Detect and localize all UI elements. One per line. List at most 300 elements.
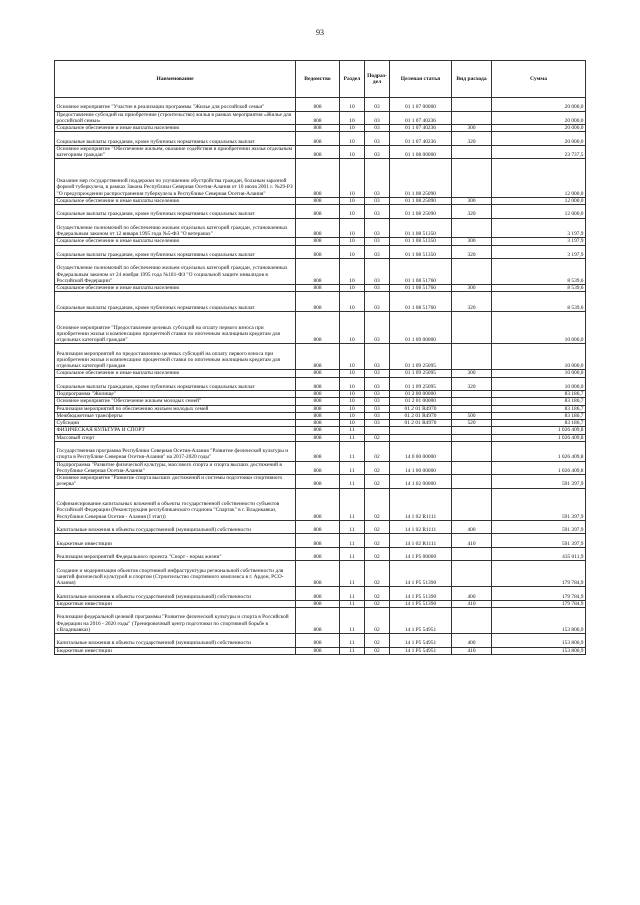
row-section: 10 <box>340 205 365 219</box>
row-target-article: 01 1 07 40236 <box>390 132 452 146</box>
row-subsection: 03 <box>365 312 390 344</box>
row-expense-type: 300 <box>452 197 492 204</box>
row-name: Бюджетные инвестиции <box>55 600 296 607</box>
row-amount: 12 000,0 <box>492 205 586 219</box>
header-subsection: Подраз-дел <box>365 61 390 98</box>
row-name: Софинансирование капитальных вложений в объекты государственной собственности субъектов Российской Федерации (Реконструкция республиканского стадиона "Спартак" в г. Владикавказ, Республики Северная Осетия - Алания (I этап)) <box>55 488 296 520</box>
row-section: 11 <box>340 634 365 648</box>
row-target-article: 14 1 P5 54951 <box>390 608 452 634</box>
row-section: 10 <box>340 377 365 391</box>
row-department: 808 <box>296 312 340 344</box>
table-row <box>55 238 586 245</box>
row-section: 10 <box>340 125 365 132</box>
row-section: 11 <box>340 475 365 489</box>
budget-table <box>54 60 586 655</box>
header-expense-type: Вид расхода <box>452 61 492 98</box>
row-department: 808 <box>296 145 340 159</box>
table-row <box>55 647 586 654</box>
row-department: 808 <box>296 461 340 475</box>
row-target-article: 01 2 01 R4970 <box>390 412 452 419</box>
row-expense-type: 320 <box>452 132 492 146</box>
row-amount: 591 397,9 <box>492 475 586 489</box>
row-expense-type <box>452 145 492 159</box>
row-subsection: 03 <box>365 292 390 312</box>
row-expense-type <box>452 405 492 412</box>
row-department: 808 <box>296 441 340 461</box>
row-subsection: 03 <box>365 238 390 245</box>
row-subsection: 03 <box>365 218 390 238</box>
table-row <box>55 391 586 398</box>
table-row <box>55 608 586 634</box>
row-amount: 153 806,9 <box>492 608 586 634</box>
row-target-article <box>390 434 452 441</box>
row-expense-type: 300 <box>452 125 492 132</box>
header-target-article: Целевая статья <box>390 61 452 98</box>
row-target-article: 01 1 09 00000 <box>390 312 452 344</box>
row-subsection: 02 <box>365 534 390 548</box>
row-department: 808 <box>296 634 340 648</box>
row-name: Подпрограмма "Жилище" <box>55 391 296 398</box>
row-amount: 1 026 409,8 <box>492 427 586 434</box>
row-target-article: 01 1 08 51760 <box>390 259 452 285</box>
row-subsection: 02 <box>365 441 390 461</box>
table-row <box>55 125 586 132</box>
row-expense-type <box>452 98 492 112</box>
row-department: 808 <box>296 98 340 112</box>
row-name: Реализация мероприятий по предоставлению целевых субсидий на оплату первого взноса при приобретении жилья и компенсацию процентной ставки по ипотечным жилищным кредитам для отдельных категорий граждан <box>55 344 296 370</box>
row-target-article: 01 1 07 00000 <box>390 98 452 112</box>
row-subsection <box>365 427 390 434</box>
table-row <box>55 111 586 125</box>
row-target-article: 01 1 08 51760 <box>390 285 452 292</box>
table-row <box>55 159 586 198</box>
row-department: 808 <box>296 520 340 534</box>
row-amount: 83 186,7 <box>492 420 586 427</box>
row-section: 10 <box>340 132 365 146</box>
row-target-article: 01 1 08 25090 <box>390 159 452 198</box>
row-target-article: 14 1 02 R1111 <box>390 488 452 520</box>
header-section: Раздел <box>340 61 365 98</box>
row-amount: 153 806,9 <box>492 647 586 654</box>
row-name: Массовый спорт <box>55 434 296 441</box>
row-department: 808 <box>296 159 340 198</box>
row-target-article <box>390 427 452 434</box>
row-section: 11 <box>340 608 365 634</box>
row-name: Бюджетные инвестиции <box>55 647 296 654</box>
row-department: 808 <box>296 197 340 204</box>
row-target-article: 14 1 P5 00000 <box>390 547 452 561</box>
row-subsection: 03 <box>365 377 390 391</box>
row-subsection: 02 <box>365 647 390 654</box>
row-target-article: 14 1 02 00000 <box>390 475 452 489</box>
row-target-article: 14 1 02 R1111 <box>390 520 452 534</box>
row-name: Реализация мероприятий по обеспечению жильем молодых семей <box>55 405 296 412</box>
row-amount: 1 026 409,8 <box>492 441 586 461</box>
row-amount: 179 784,9 <box>492 561 586 587</box>
row-name: Социальное обеспечение и иные выплаты населению <box>55 125 296 132</box>
row-subsection: 03 <box>365 132 390 146</box>
row-amount: 1 026 409,8 <box>492 461 586 475</box>
row-amount: 3 197,9 <box>492 245 586 259</box>
row-section: 11 <box>340 461 365 475</box>
table-row <box>55 547 586 561</box>
row-section: 10 <box>340 145 365 159</box>
row-expense-type <box>452 159 492 198</box>
row-target-article: 01 2 01 R4970 <box>390 405 452 412</box>
table-row <box>55 132 586 146</box>
row-expense-type <box>452 561 492 587</box>
row-section: 11 <box>340 520 365 534</box>
table-row <box>55 412 586 419</box>
row-subsection: 03 <box>365 391 390 398</box>
row-subsection: 02 <box>365 475 390 489</box>
row-subsection: 03 <box>365 125 390 132</box>
row-name: Социальные выплаты гражданам, кроме публичных нормативных социальных выплат <box>55 245 296 259</box>
row-subsection: 02 <box>365 600 390 607</box>
row-expense-type <box>452 427 492 434</box>
row-amount: 83 186,7 <box>492 391 586 398</box>
row-amount: 10 000,0 <box>492 370 586 377</box>
page-number: 93 <box>316 28 324 37</box>
row-amount: 3 197,9 <box>492 238 586 245</box>
table-row <box>55 205 586 219</box>
table-row <box>55 420 586 427</box>
row-name: Межбюджетные трансферты <box>55 412 296 419</box>
row-amount: 10 000,0 <box>492 344 586 370</box>
row-target-article: 01 1 09 25095 <box>390 370 452 377</box>
row-expense-type <box>452 312 492 344</box>
row-amount: 83 186,7 <box>492 398 586 405</box>
row-amount: 179 784,9 <box>492 600 586 607</box>
row-department: 808 <box>296 561 340 587</box>
row-department: 808 <box>296 547 340 561</box>
row-name: Подпрограмма "Развитие физической культуры, массового спорта и спорта высших достижений в Республике Северная Осетия-Алания" <box>55 461 296 475</box>
row-department: 808 <box>296 475 340 489</box>
table-row <box>55 259 586 285</box>
row-amount: 435 011,9 <box>492 547 586 561</box>
row-expense-type <box>452 608 492 634</box>
row-subsection: 02 <box>365 634 390 648</box>
row-section: 11 <box>340 547 365 561</box>
row-section: 11 <box>340 441 365 461</box>
row-amount: 20 000,0 <box>492 125 586 132</box>
row-expense-type <box>452 461 492 475</box>
row-target-article: 14 1 P5 51390 <box>390 561 452 587</box>
row-expense-type <box>452 344 492 370</box>
row-department: 808 <box>296 259 340 285</box>
row-target-article: 01 1 08 25090 <box>390 205 452 219</box>
row-department: 808 <box>296 647 340 654</box>
row-section: 10 <box>340 238 365 245</box>
row-amount: 20 000,0 <box>492 132 586 146</box>
row-name: Капитальные вложения в объекты государственной (муниципальной) собственности <box>55 520 296 534</box>
row-amount: 20 000,0 <box>492 98 586 112</box>
row-department: 808 <box>296 587 340 601</box>
row-name: Капитальные вложения в объекты государственной (муниципальной) собственности <box>55 587 296 601</box>
row-subsection: 03 <box>365 370 390 377</box>
row-name: Государственная программа Республики Северная Осетия-Алания "Развитие физической культуры и спорта в Республике Северная Осетия-Алания" на 2017-2020 годы" <box>55 441 296 461</box>
row-section: 11 <box>340 600 365 607</box>
row-department: 808 <box>296 488 340 520</box>
row-name: Предоставление субсидий на приобретение (строительство) жилья в рамках мероприятия «Жилье для российской семьи» <box>55 111 296 125</box>
row-target-article: 14 0 00 00000 <box>390 441 452 461</box>
row-section: 11 <box>340 647 365 654</box>
row-department: 808 <box>296 238 340 245</box>
row-name: Основное мероприятие "Развитие спорта высших достижений и системы подготовки спортивного резерва" <box>55 475 296 489</box>
row-name: Основное мероприятие "Обеспечение жильем, оказание содействия в приобретении жилья отдельным категориям граждан" <box>55 145 296 159</box>
row-subsection: 03 <box>365 259 390 285</box>
row-expense-type <box>452 259 492 285</box>
row-section: 10 <box>340 398 365 405</box>
row-name: Социальное обеспечение и иные выплаты населению <box>55 197 296 204</box>
row-target-article: 01 1 08 25090 <box>390 197 452 204</box>
row-department: 808 <box>296 218 340 238</box>
row-amount: 153 806,9 <box>492 634 586 648</box>
row-name: Осуществление полномочий по обеспечению жильем отдельных категорий граждан, установленных Федеральным законом от 12 января 1995 года №5-ФЗ "О ветеранах" <box>55 218 296 238</box>
table-row <box>55 534 586 548</box>
row-amount: 591 397,9 <box>492 520 586 534</box>
row-subsection: 03 <box>365 98 390 112</box>
table-row <box>55 245 586 259</box>
row-subsection: 02 <box>365 587 390 601</box>
row-name: Бюджетные инвестиции <box>55 534 296 548</box>
row-target-article: 01 2 00 00000 <box>390 391 452 398</box>
row-section: 10 <box>340 111 365 125</box>
table-row <box>55 427 586 434</box>
row-expense-type: 410 <box>452 534 492 548</box>
row-amount: 10 000,0 <box>492 312 586 344</box>
row-subsection: 02 <box>365 461 390 475</box>
row-department: 808 <box>296 427 340 434</box>
row-expense-type: 300 <box>452 238 492 245</box>
table-row <box>55 218 586 238</box>
row-amount: 179 784,9 <box>492 587 586 601</box>
row-amount: 3 197,9 <box>492 218 586 238</box>
row-subsection: 02 <box>365 520 390 534</box>
row-expense-type <box>452 441 492 461</box>
row-department: 808 <box>296 434 340 441</box>
row-department: 808 <box>296 111 340 125</box>
row-expense-type <box>452 391 492 398</box>
row-subsection: 03 <box>365 405 390 412</box>
table-row <box>55 344 586 370</box>
table-row <box>55 461 586 475</box>
row-amount: 12 000,0 <box>492 159 586 198</box>
header-department: Ведомство <box>296 61 340 98</box>
row-department: 808 <box>296 405 340 412</box>
row-subsection: 03 <box>365 205 390 219</box>
table-row <box>55 475 586 489</box>
row-section: 10 <box>340 344 365 370</box>
row-amount: 591 397,9 <box>492 488 586 520</box>
row-name: Социальные выплаты гражданам, кроме публичных нормативных социальных выплат <box>55 377 296 391</box>
row-target-article: 14 1 P5 51390 <box>390 587 452 601</box>
row-amount: 83 186,7 <box>492 412 586 419</box>
row-target-article: 01 2 01 R4970 <box>390 420 452 427</box>
row-section: 11 <box>340 561 365 587</box>
row-expense-type: 410 <box>452 600 492 607</box>
row-target-article: 14 1 P5 54951 <box>390 647 452 654</box>
row-target-article: 14 1 P5 51390 <box>390 600 452 607</box>
row-expense-type: 400 <box>452 520 492 534</box>
row-name: Реализация мероприятий Федерального проекта "Спорт - норма жизни" <box>55 547 296 561</box>
row-expense-type: 410 <box>452 647 492 654</box>
row-section: 10 <box>340 285 365 292</box>
row-target-article: 01 2 01 00000 <box>390 398 452 405</box>
row-subsection: 03 <box>365 159 390 198</box>
row-section: 10 <box>340 245 365 259</box>
row-expense-type <box>452 488 492 520</box>
table-header-row <box>55 61 586 98</box>
row-expense-type: 400 <box>452 587 492 601</box>
row-target-article: 14 1 P5 54951 <box>390 634 452 648</box>
header-name: Наименование <box>55 61 296 98</box>
row-subsection: 02 <box>365 608 390 634</box>
row-target-article: 01 1 08 51350 <box>390 238 452 245</box>
row-department: 808 <box>296 608 340 634</box>
row-subsection: 02 <box>365 561 390 587</box>
row-expense-type: 520 <box>452 420 492 427</box>
row-name: ФИЗИЧЕСКАЯ КУЛЬТУРА И СПОРТ <box>55 427 296 434</box>
table-row <box>55 634 586 648</box>
table-row <box>55 285 586 292</box>
row-department: 808 <box>296 600 340 607</box>
table-row <box>55 145 586 159</box>
row-department: 808 <box>296 205 340 219</box>
row-expense-type: 500 <box>452 412 492 419</box>
row-amount: 591 397,9 <box>492 534 586 548</box>
row-target-article: 01 1 09 25095 <box>390 377 452 391</box>
row-section: 11 <box>340 427 365 434</box>
row-section: 10 <box>340 391 365 398</box>
row-subsection: 02 <box>365 547 390 561</box>
row-name: Создание и модернизация объектов спортивной инфраструктуры региональной собственности для занятий физической культурой и спортом (Строительство спортивного комплекса в г. Ардон, РСО-Алания) <box>55 561 296 587</box>
row-section: 10 <box>340 370 365 377</box>
row-target-article: 01 1 09 25095 <box>390 344 452 370</box>
row-name: Социальные выплаты гражданам, кроме публичных нормативных социальных выплат <box>55 205 296 219</box>
row-section: 11 <box>340 488 365 520</box>
table-row <box>55 398 586 405</box>
row-expense-type <box>452 398 492 405</box>
row-target-article: 01 1 08 51350 <box>390 245 452 259</box>
row-expense-type <box>452 434 492 441</box>
row-department: 808 <box>296 132 340 146</box>
row-amount: 10 000,0 <box>492 377 586 391</box>
table-row <box>55 197 586 204</box>
row-subsection: 03 <box>365 197 390 204</box>
row-section: 10 <box>340 98 365 112</box>
row-target-article: 01 1 08 00000 <box>390 145 452 159</box>
row-section: 10 <box>340 312 365 344</box>
row-name: Основное мероприятие "Предоставление целевых субсидий на оплату первого взноса при приобретении жилья и компенсацию процентной ставки по ипотечным жилищным кредитам для отдельных категорий граждан" <box>55 312 296 344</box>
row-subsection: 03 <box>365 398 390 405</box>
row-subsection: 03 <box>365 285 390 292</box>
table-row <box>55 434 586 441</box>
row-department: 808 <box>296 420 340 427</box>
row-subsection: 03 <box>365 111 390 125</box>
row-name: Основное мероприятие "Участие в реализации программы "Жилье для российской семьи" <box>55 98 296 112</box>
table-row <box>55 405 586 412</box>
table-row <box>55 587 586 601</box>
row-expense-type: 400 <box>452 634 492 648</box>
row-section: 11 <box>340 434 365 441</box>
table-row <box>55 488 586 520</box>
row-department: 808 <box>296 377 340 391</box>
row-section: 10 <box>340 159 365 198</box>
row-amount: 1 026 409,8 <box>492 434 586 441</box>
row-subsection: 03 <box>365 420 390 427</box>
row-department: 808 <box>296 344 340 370</box>
table-row <box>55 292 586 312</box>
row-name: Социальные выплаты гражданам, кроме публичных нормативных социальных выплат <box>55 132 296 146</box>
row-target-article: 01 1 07 40236 <box>390 111 452 125</box>
table-row <box>55 98 586 112</box>
row-name: Субсидии <box>55 420 296 427</box>
row-expense-type <box>452 218 492 238</box>
row-department: 808 <box>296 292 340 312</box>
row-target-article: 01 1 08 51350 <box>390 218 452 238</box>
row-amount: 23 737,5 <box>492 145 586 159</box>
row-expense-type: 300 <box>452 285 492 292</box>
row-expense-type <box>452 111 492 125</box>
row-target-article: 14 1 00 00000 <box>390 461 452 475</box>
row-name: Оказание мер государственной поддержки по улучшению обустройства граждан, больным заразной формой туберкулеза, в рамках Закона Республики Северная Осетия-Алания от 10 июля 2001 г. №29-РЗ "О предупреждении распространения туберкулеза в Республике Северная Осетия-Алания" <box>55 159 296 198</box>
row-section: 10 <box>340 218 365 238</box>
row-target-article: 01 1 07 40236 <box>390 125 452 132</box>
table-row <box>55 561 586 587</box>
row-amount: 20 000,0 <box>492 111 586 125</box>
row-name: Социальное обеспечение и иные выплаты населению <box>55 238 296 245</box>
row-department: 808 <box>296 412 340 419</box>
row-target-article: 14 1 02 R1111 <box>390 534 452 548</box>
row-expense-type <box>452 547 492 561</box>
row-target-article: 01 1 08 51760 <box>390 292 452 312</box>
table-row <box>55 312 586 344</box>
row-department: 808 <box>296 125 340 132</box>
row-amount: 83 186,7 <box>492 405 586 412</box>
row-subsection: 02 <box>365 434 390 441</box>
row-section: 11 <box>340 587 365 601</box>
row-section: 10 <box>340 197 365 204</box>
row-subsection: 03 <box>365 344 390 370</box>
row-subsection: 03 <box>365 412 390 419</box>
row-name: Социальное обеспечение и иные выплаты населению <box>55 370 296 377</box>
row-subsection: 03 <box>365 245 390 259</box>
row-amount: 12 000,0 <box>492 197 586 204</box>
row-section: 11 <box>340 534 365 548</box>
row-department: 808 <box>296 534 340 548</box>
row-section: 10 <box>340 405 365 412</box>
row-expense-type: 320 <box>452 292 492 312</box>
row-amount: 8 539,6 <box>492 285 586 292</box>
row-amount: 8 539,6 <box>492 292 586 312</box>
row-name: Социальные выплаты гражданам, кроме публичных нормативных социальных выплат <box>55 292 296 312</box>
row-department: 808 <box>296 370 340 377</box>
table-row <box>55 377 586 391</box>
table-row <box>55 441 586 461</box>
row-department: 808 <box>296 391 340 398</box>
row-name: Осуществление полномочий по обеспечению жильем отдельных категорий граждан, установленных Федеральным законом от 24 ноября 1995 года №181-ФЗ "О социальной защите инвалидов в Российской Федерации" <box>55 259 296 285</box>
header-amount: Сумма <box>492 61 586 98</box>
row-expense-type: 320 <box>452 205 492 219</box>
row-expense-type: 320 <box>452 245 492 259</box>
table-row <box>55 370 586 377</box>
table-row <box>55 600 586 607</box>
row-department: 808 <box>296 398 340 405</box>
table-row <box>55 520 586 534</box>
row-name: Социальное обеспечение и иные выплаты населению <box>55 285 296 292</box>
row-department: 808 <box>296 245 340 259</box>
